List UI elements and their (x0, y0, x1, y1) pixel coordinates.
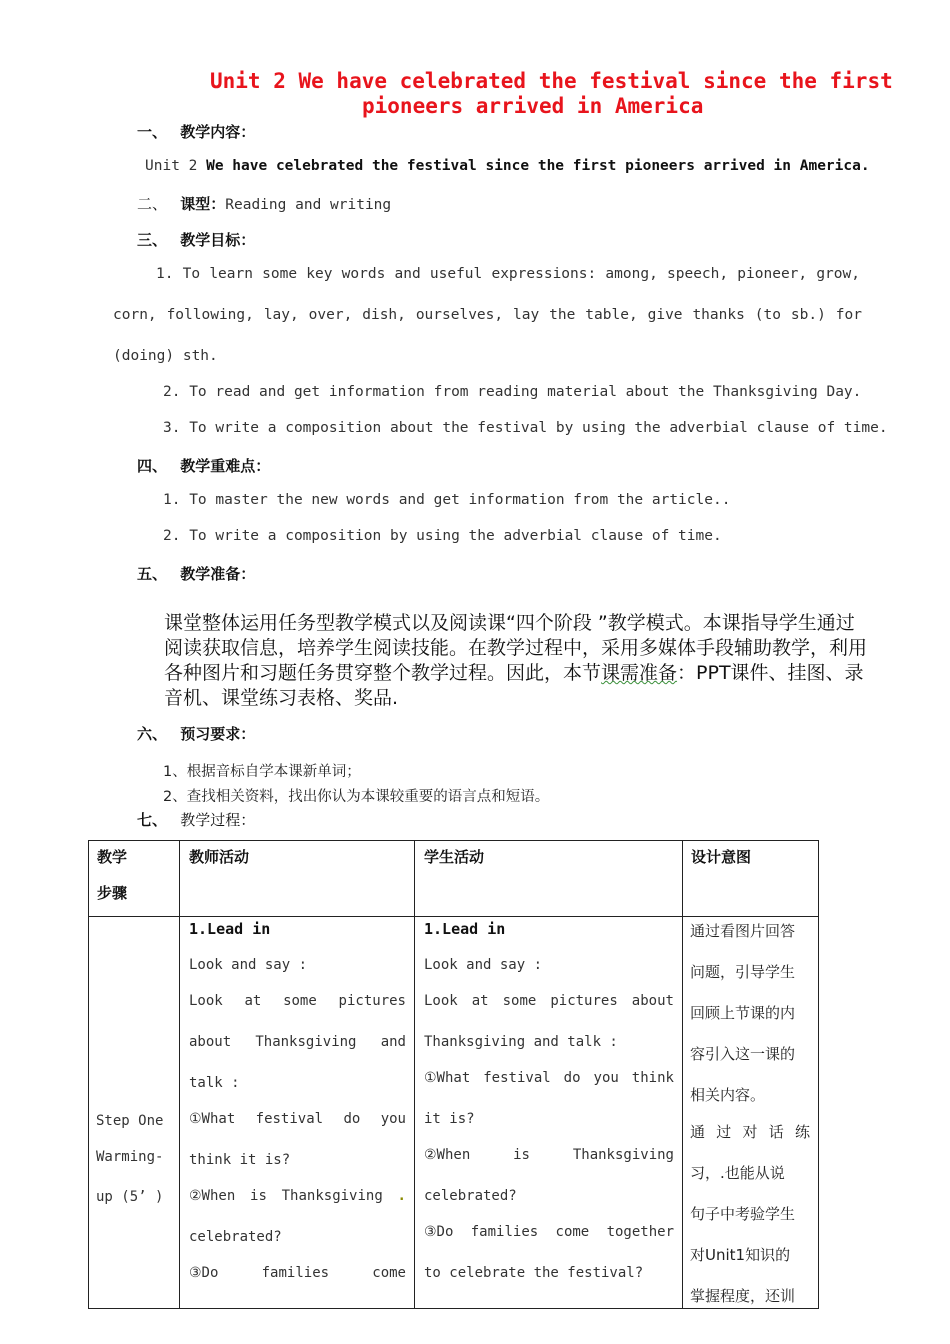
intent-line: 通过看图片回答 (690, 922, 796, 940)
objective-3: 3. To write a composition about the festival by using the adverbial clause of time. (163, 420, 888, 436)
header-step-line2: 步骤 (97, 884, 128, 902)
teacher-line: Look at some pictures (189, 993, 406, 1009)
design-intent-cell (683, 917, 819, 1309)
preview-item-2: 2、查找相关资料，找出你认为本课较重要的语言点和短语。 (163, 789, 550, 805)
intent-line: 回顾上节课的内 (690, 1004, 796, 1022)
intent-line: 掌握程度，还训 (690, 1287, 796, 1305)
teacher-activity-cell (180, 917, 415, 1309)
section-label: 预习要求： (180, 725, 256, 743)
document-title-line2: pioneers arrived in America (362, 94, 704, 118)
student-line: to celebrate the festival? (424, 1265, 644, 1281)
student-line: celebrated? (424, 1188, 517, 1204)
section-label: 教学内容： (180, 123, 256, 141)
intent-line: 容引入这一课的 (690, 1045, 796, 1063)
intent-line: 句子中考验学生 (690, 1205, 796, 1223)
preparation-line4: 音机、课堂练习表格、奖品. (164, 687, 399, 709)
student-line: it is? (424, 1111, 475, 1127)
preparation-line3: 各种图片和习题任务贯穿整个教学过程。因此，本节课需准备：PPT课件、挂图、录 (164, 662, 864, 684)
objective-2: 2. To read and get information from reading material about the Thanksgiving Day. (163, 384, 862, 400)
section-number: 五、 (137, 565, 168, 583)
section-4-heading (137, 455, 270, 476)
teacher-line: ②When is Thanksgiving . (189, 1188, 406, 1204)
student-lead-in-heading: 1.Lead in (424, 920, 506, 938)
unit-prefix: Unit 2 (145, 158, 207, 174)
step-phase: Warming- (96, 1149, 164, 1165)
section-number: 四、 (137, 457, 168, 475)
table-row (89, 917, 819, 1309)
header-student-label: 学生活动 (424, 848, 485, 866)
header-teacher (180, 841, 415, 917)
teacher-lead-in-heading: 1.Lead in (189, 920, 271, 938)
teaching-content-text (145, 158, 870, 174)
intent-line: 问题，引导学生 (690, 963, 796, 981)
header-student (415, 841, 683, 917)
table-header-row (89, 841, 819, 917)
step-cell (89, 917, 180, 1309)
student-line: Look at some pictures about (424, 993, 674, 1009)
student-line: Look and say : (424, 957, 543, 973)
objective-1-line2: corn, following, lay, over, dish, ourselves, lay the table, give thanks (to sb.) for (113, 307, 862, 323)
student-line: Thanksgiving and talk : (424, 1034, 618, 1050)
teacher-line: talk : (189, 1075, 240, 1091)
intent-line: 通 过 对 话 练 (690, 1123, 810, 1141)
section-label: 教学过程： (180, 811, 256, 829)
header-intent-label: 设计意图 (691, 848, 752, 866)
step-name: Step One (96, 1113, 164, 1129)
document-title-line1: Unit 2 We have celebrated the festival since the first (210, 69, 893, 93)
teacher-line: about Thanksgiving and (189, 1034, 406, 1050)
header-step (89, 841, 180, 917)
header-teacher-label: 教师活动 (189, 848, 250, 866)
spellcheck-underline: 课需准备 (601, 662, 678, 684)
intent-line: 对Unit1知识的 (690, 1246, 791, 1264)
section-label: 教学目标： (180, 231, 256, 249)
section-number: 二、 (137, 195, 168, 213)
student-activity-cell (415, 917, 683, 1309)
teacher-line: ①What festival do you (189, 1111, 406, 1127)
key-point-2: 2. To write a composition by using the adverbial clause of time. (163, 528, 722, 544)
teacher-line: celebrated? (189, 1229, 282, 1245)
section-number: 一、 (137, 123, 168, 141)
section-number: 七、 (137, 811, 168, 829)
intent-line: 相关内容。 (690, 1086, 766, 1104)
objective-1-line1: 1. To learn some key words and useful expressions: among, speech, pioneer, grow, (156, 266, 860, 282)
teaching-process-table (88, 840, 819, 1309)
preview-item-1: 1、根据音标自学本课新单词； (163, 764, 361, 780)
section-label: 课型： (180, 195, 226, 213)
objective-1-line3: (doing) sth. (113, 348, 218, 364)
section-5-heading (137, 563, 255, 584)
key-point-1: 1. To master the new words and get information from the article.. (163, 492, 731, 508)
section-number: 六、 (137, 725, 168, 743)
section-label: 教学重难点： (180, 457, 271, 475)
teacher-line: Look and say : (189, 957, 308, 973)
section-1-heading (137, 121, 255, 142)
teacher-line: think it is? (189, 1152, 291, 1168)
lesson-type-value: Reading and writing (225, 197, 392, 213)
header-intent (683, 841, 819, 917)
section-number: 三、 (137, 231, 168, 249)
header-step-line1: 教学 (97, 848, 128, 866)
preparation-line1: 课堂整体运用任务型教学模式以及阅读课“四个阶段 ”教学模式。本课指导学生通过 (164, 612, 855, 634)
section-label: 教学准备： (180, 565, 256, 583)
section-2-heading (137, 193, 391, 214)
section-3-heading (137, 229, 255, 250)
intent-line: 习，.也能从说 (690, 1164, 785, 1182)
student-line: ③Do families come together (424, 1224, 674, 1240)
student-line: ①What festival do you think (424, 1070, 674, 1086)
section-6-heading (137, 723, 255, 744)
unit-title: We have celebrated the festival since the first pioneers arrived in America. (206, 158, 870, 174)
student-line: ②When is Thanksgiving (424, 1147, 674, 1163)
preparation-line2: 阅读获取信息，培养学生阅读技能。在教学过程中，采用多媒体手段辅助教学，利用 (164, 637, 868, 659)
step-duration: up (5’ ) (96, 1189, 164, 1205)
section-7-heading (137, 809, 255, 830)
teacher-line: ③Do families come (189, 1265, 406, 1281)
